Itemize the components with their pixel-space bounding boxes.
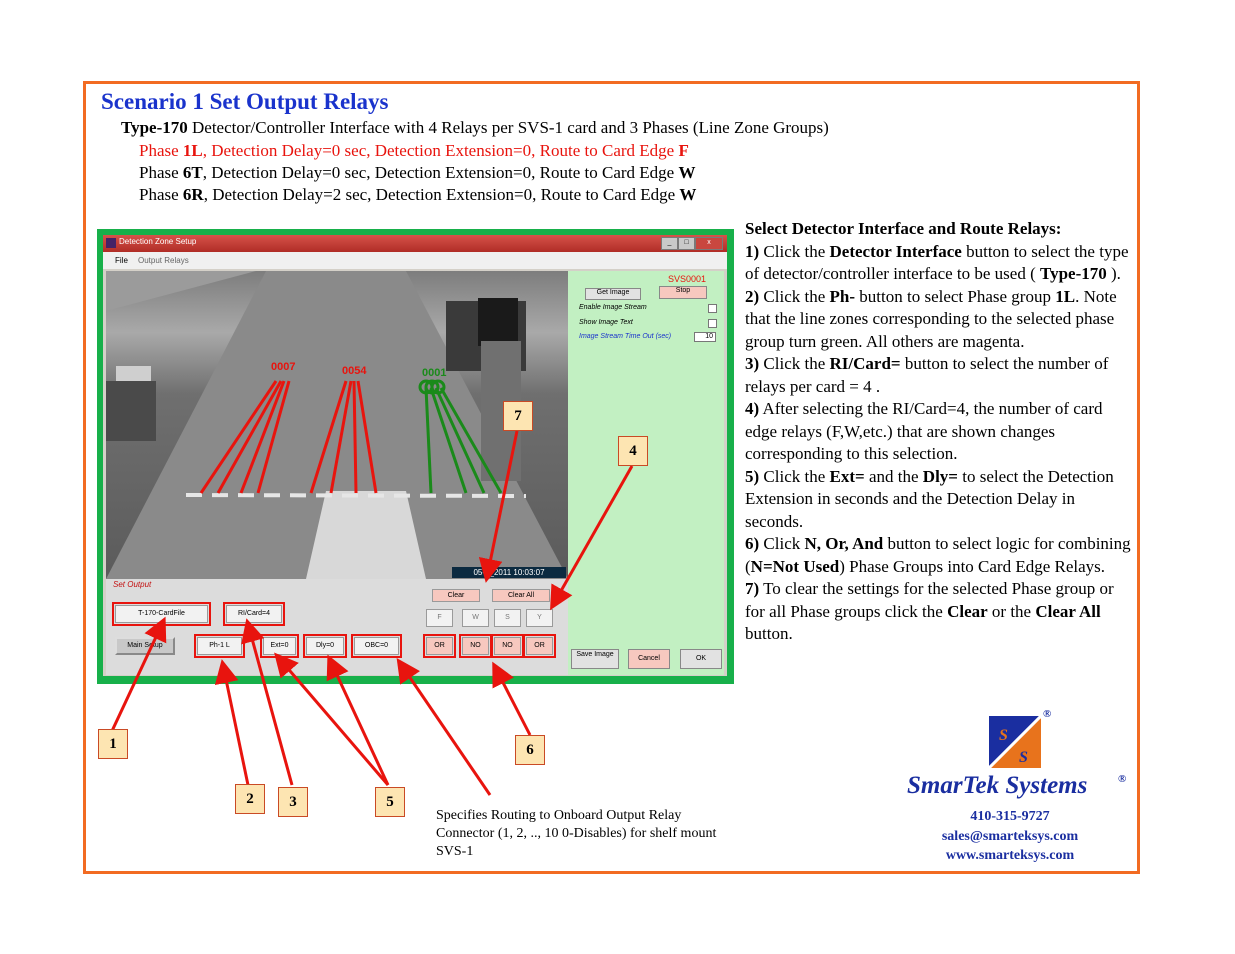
phase-prefix: Phase [139,185,183,204]
menu-output-relays[interactable]: Output Relays [138,256,189,265]
extension-button[interactable]: Ext=0 [263,637,296,655]
show-text-label: Show Image Text [579,319,633,326]
enable-stream-label: Enable Image Stream [579,304,647,311]
cancel-button[interactable]: Cancel [628,649,670,669]
callout-6: 6 [515,735,545,765]
logic-y-button[interactable]: OR [526,637,553,655]
step-7: 7) To clear the settings for the selected Phase group or for all Phase groups click the Clear or the Clear All button. [745,579,1114,643]
video-timestamp: 05-3_2011 10:03:07 [452,567,566,578]
relays-per-card-button[interactable]: RI/Card=4 [226,605,282,623]
callout-7: 7 [503,401,533,431]
step-4: 4) After selecting the RI/Card=4, the number of card edge relays (F,W,etc.) that are shown changes corresponding to this selection. [745,399,1103,463]
smartek-logo-icon [989,716,1041,768]
clear-all-button[interactable]: Clear All [492,589,550,602]
brand-email[interactable]: sales@smarteksys.com [941,829,1079,844]
zone-label-red-1: 0007 [271,361,296,373]
phase-prefix: Phase [139,163,183,182]
svg-text:S: S [1019,749,1028,766]
instructions [745,218,1137,646]
stop-button[interactable]: Stop [659,286,707,299]
phase-edge: W [679,185,697,204]
phase-name: 1L [182,141,203,160]
edge-w-button[interactable]: W [462,609,489,627]
instructions-heading: Select Detector Interface and Route Relays: [745,219,1062,238]
zone-label-green: 0001 [422,367,447,379]
ok-button[interactable]: OK [680,649,722,669]
phase-detail: , Detection Delay=0 sec, Detection Extension=0, Route to Card Edge [202,141,679,160]
page-title: Scenario 1 Set Output Relays [101,89,389,114]
phase-detail: , Detection Delay=0 sec, Detection Extension=0, Route to Card Edge [202,163,679,182]
card-file-button[interactable]: T-170-CardFile [115,605,208,623]
callout-1: 1 [98,729,128,759]
main-setup-button[interactable]: Main Setup [115,637,175,655]
delay-button[interactable]: Dly=0 [306,637,344,655]
zone-label-red-2: 0054 [342,365,367,377]
logic-w-button[interactable]: NO [462,637,489,655]
edge-f-button[interactable]: F [426,609,453,627]
menu-file[interactable]: File [115,256,128,265]
callout-3: 3 [278,787,308,817]
timeout-label: Image Stream Time Out (sec) [579,333,672,340]
edge-y-button[interactable]: Y [526,609,553,627]
callout-4: 4 [618,436,648,466]
brand-name: SmarTek Systems [907,772,1088,799]
phase-button[interactable]: Ph-1 L [197,637,242,655]
routing-note: Specifies Routing to Onboard Output Relay Connector (1, 2, .., 10 0-Disables) for shelf mount SVS-1 [436,808,717,859]
obc-button[interactable]: OBC=0 [354,637,399,655]
brand-website[interactable]: www.smarteksys.com [945,848,1075,863]
step-2: 2) Click the Ph- button to select Phase group 1L. Note that the line zones corresponding to the selected phase group turn green. All others are magenta. [745,286,1117,351]
svg-text:S: S [999,727,1008,744]
subtitle-bold: Type-170 [121,118,188,137]
edge-s-button[interactable]: S [494,609,521,627]
step-5: 5) Click the Ext= and the Dly= to select the Detection Extension in seconds and the Detection Delay in seconds. [745,466,1114,531]
device-id: SVS0001 [668,274,707,284]
callout-5: 5 [375,787,405,817]
phase-name: 6R [182,185,204,204]
brand-phone: 410-315-9727 [970,809,1050,824]
phase-edge: W [678,163,696,182]
logic-s-button[interactable]: NO [494,637,521,655]
maximize-button[interactable]: □ [678,237,695,250]
minimize-button[interactable]: _ [661,237,678,250]
step-6: 6) Click N, Or, And button to select logic for combining (N=Not Used) Phase Groups into Card Edge Relays. [745,534,1131,576]
step-3: 3) Click the RI/Card= button to select the number of relays per card = 4 . [745,354,1109,396]
close-button[interactable]: x [695,237,723,250]
phase-prefix: Phase [139,141,183,160]
callout-2: 2 [235,784,265,814]
phase-edge: F [678,141,689,160]
set-output-label: Set Output [113,580,152,589]
subtitle-text: Detector/Controller Interface with 4 Relays per SVS-1 card and 3 Phases (Line Zone Groups) [187,118,829,137]
logic-f-button[interactable]: OR [426,637,453,655]
brand-registered-mark: ® [1118,773,1127,785]
phase-name: 6T [182,163,203,182]
logo-registered-mark: ® [1043,708,1052,720]
window-title: Detection Zone Setup [119,237,197,246]
timeout-input[interactable]: 10 [694,332,716,342]
step-1: 1) Click the Detector Interface button to select the type of detector/controller interface to be used ( Type-170 ). [745,241,1129,283]
phase-detail: , Detection Delay=2 sec, Detection Extension=0, Route to Card Edge [203,185,680,204]
get-image-button[interactable]: Get Image [585,288,641,300]
save-image-button[interactable]: Save Image [571,649,619,669]
clear-button[interactable]: Clear [432,589,480,602]
